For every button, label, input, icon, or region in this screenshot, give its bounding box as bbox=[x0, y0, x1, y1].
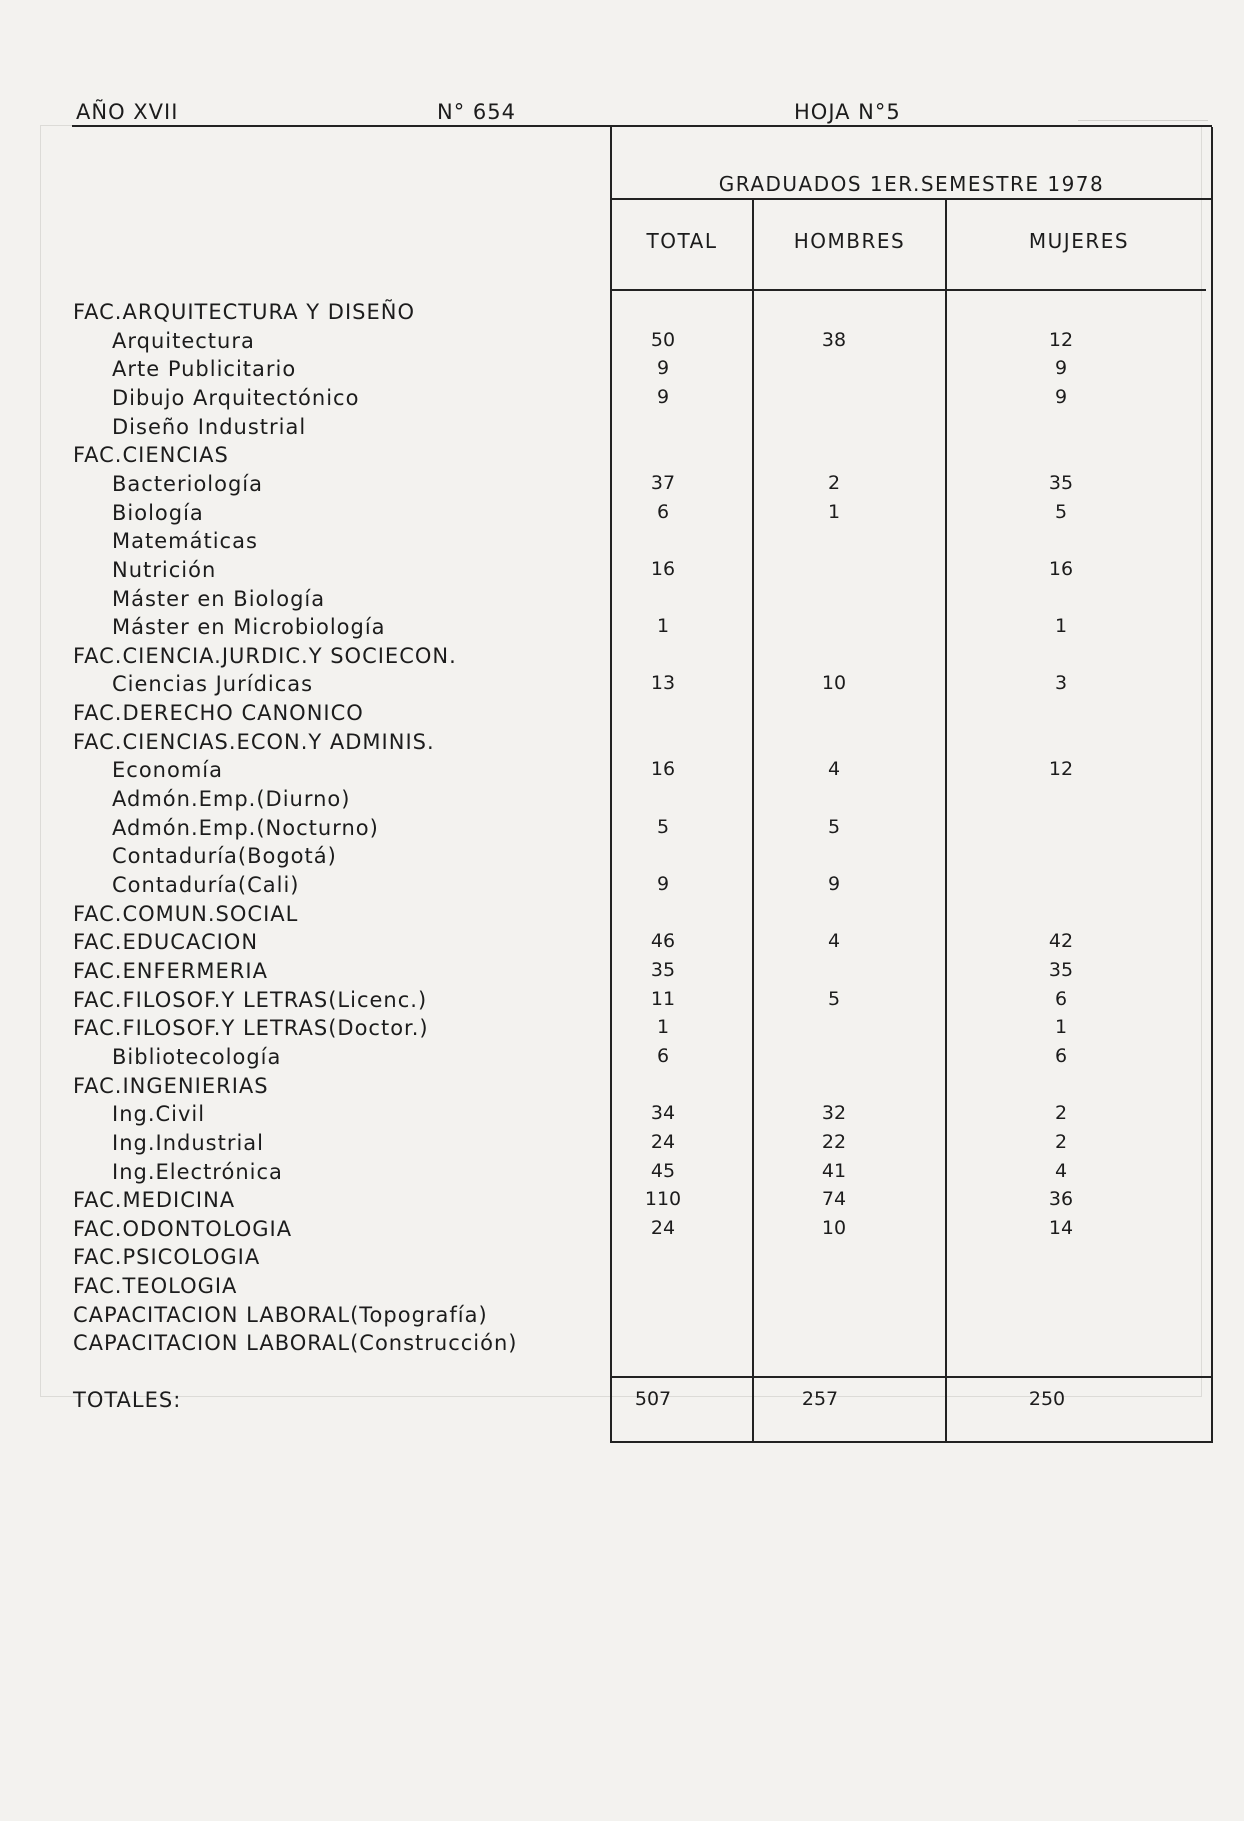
program-label: Nutrición bbox=[112, 557, 217, 582]
cell-total: 24 bbox=[650, 1216, 676, 1239]
table-row bbox=[0, 1188, 1244, 1217]
faculty-label: FAC.INGENIERIAS bbox=[73, 1073, 269, 1098]
cell-hombres: 22 bbox=[821, 1130, 847, 1153]
cell-hombres: 5 bbox=[827, 815, 841, 838]
table-row bbox=[0, 1074, 1244, 1103]
faculty-label: FAC.CIENCIA.JURDIC.Y SOCIECON. bbox=[73, 643, 457, 668]
totals-row bbox=[0, 1388, 1244, 1417]
totals-hombres: 257 bbox=[801, 1388, 839, 1410]
cell-mujeres: 9 bbox=[1054, 385, 1068, 408]
table-row bbox=[0, 329, 1244, 358]
cell-total: 9 bbox=[656, 385, 670, 408]
table-row bbox=[0, 558, 1244, 587]
cell-mujeres: 42 bbox=[1048, 930, 1074, 953]
program-label: Biología bbox=[112, 500, 204, 525]
table-bottom-border bbox=[610, 1441, 1213, 1443]
cell-total: 6 bbox=[656, 1044, 670, 1067]
table-row bbox=[0, 701, 1244, 730]
header-rule bbox=[72, 125, 1212, 127]
cell-total: 110 bbox=[644, 1188, 682, 1211]
group-header-rule bbox=[610, 198, 1213, 200]
totals-mujeres: 250 bbox=[1028, 1388, 1066, 1410]
group-header: GRADUADOS 1ER.SEMESTRE 1978 bbox=[718, 172, 1105, 196]
program-label: Matemáticas bbox=[112, 529, 258, 554]
cell-total: 6 bbox=[656, 500, 670, 523]
faculty-label: FAC.COMUN.SOCIAL bbox=[73, 901, 299, 926]
faculty-label: FAC.ENFERMERIA bbox=[73, 958, 268, 983]
faculty-label: FAC.FILOSOF.Y LETRAS(Doctor.) bbox=[73, 1016, 429, 1041]
cell-total: 11 bbox=[650, 987, 676, 1010]
cell-hombres: 38 bbox=[821, 328, 847, 351]
table-row bbox=[0, 787, 1244, 816]
table-row bbox=[0, 730, 1244, 759]
table-row bbox=[0, 644, 1244, 673]
table-row bbox=[0, 930, 1244, 959]
totals-rule bbox=[610, 1376, 1213, 1378]
faculty-label: FAC.FILOSOF.Y LETRAS(Licenc.) bbox=[73, 987, 428, 1012]
table-row bbox=[0, 902, 1244, 931]
program-label: Dibujo Arquitectónico bbox=[112, 385, 360, 410]
program-label: Bibliotecología bbox=[112, 1044, 282, 1069]
faculty-label: FAC.DERECHO CANONICO bbox=[73, 701, 364, 726]
table-row bbox=[0, 615, 1244, 644]
column-header-rule bbox=[610, 289, 1206, 291]
faculty-label: CAPACITACION LABORAL(Construcción) bbox=[73, 1331, 518, 1356]
column-header-total: TOTAL bbox=[646, 229, 718, 253]
cell-total: 24 bbox=[650, 1130, 676, 1153]
cell-total: 16 bbox=[650, 758, 676, 781]
program-label: Máster en Biología bbox=[112, 586, 326, 611]
table-row bbox=[0, 472, 1244, 501]
cell-hombres: 4 bbox=[827, 930, 841, 953]
program-label: Ing.Electrónica bbox=[112, 1159, 283, 1184]
table-row bbox=[0, 1217, 1244, 1246]
cell-total: 16 bbox=[650, 557, 676, 580]
totals-label: TOTALES: bbox=[73, 1388, 182, 1412]
program-label: Admón.Emp.(Diurno) bbox=[112, 787, 351, 812]
cell-mujeres: 4 bbox=[1054, 1159, 1068, 1182]
header-year: AÑO XVII bbox=[76, 100, 179, 124]
cell-total: 35 bbox=[650, 958, 676, 981]
cell-hombres: 10 bbox=[821, 1216, 847, 1239]
cell-hombres: 10 bbox=[821, 672, 847, 695]
cell-hombres: 74 bbox=[821, 1188, 847, 1211]
program-label: Admón.Emp.(Nocturno) bbox=[112, 815, 379, 840]
bleed-through-marks bbox=[1078, 100, 1208, 121]
program-label: Contaduría(Bogotá) bbox=[112, 844, 337, 869]
cell-mujeres: 16 bbox=[1048, 557, 1074, 580]
header-sheet: HOJA N°5 bbox=[794, 100, 901, 124]
program-label: Arte Publicitario bbox=[112, 357, 297, 382]
program-label: Ing.Industrial bbox=[112, 1130, 264, 1155]
cell-mujeres: 6 bbox=[1054, 987, 1068, 1010]
cell-mujeres: 3 bbox=[1054, 672, 1068, 695]
faculty-label: FAC.CIENCIAS bbox=[73, 443, 229, 468]
cell-mujeres: 5 bbox=[1054, 500, 1068, 523]
program-label: Diseño Industrial bbox=[112, 414, 307, 439]
cell-mujeres: 9 bbox=[1054, 357, 1068, 380]
cell-hombres: 41 bbox=[821, 1159, 847, 1182]
table-row bbox=[0, 357, 1244, 386]
program-label: Ing.Civil bbox=[112, 1102, 206, 1127]
table-row bbox=[0, 386, 1244, 415]
table-row bbox=[0, 988, 1244, 1017]
faculty-label: FAC.ARQUITECTURA Y DISEÑO bbox=[73, 300, 415, 324]
cell-mujeres: 1 bbox=[1054, 1016, 1068, 1039]
table-row bbox=[0, 1160, 1244, 1189]
cell-mujeres: 35 bbox=[1048, 958, 1074, 981]
table-row bbox=[0, 300, 1244, 329]
cell-total: 45 bbox=[650, 1159, 676, 1182]
cell-total: 46 bbox=[650, 930, 676, 953]
cell-hombres: 4 bbox=[827, 758, 841, 781]
table-row bbox=[0, 1045, 1244, 1074]
header-number: N° 654 bbox=[437, 100, 516, 124]
cell-hombres: 1 bbox=[827, 500, 841, 523]
column-header-hombres: HOMBRES bbox=[793, 229, 906, 253]
table-row bbox=[0, 1016, 1244, 1045]
cell-mujeres: 35 bbox=[1048, 471, 1074, 494]
cell-hombres: 32 bbox=[821, 1102, 847, 1125]
cell-total: 5 bbox=[656, 815, 670, 838]
faculty-label: FAC.PSICOLOGIA bbox=[73, 1245, 261, 1270]
table-row bbox=[0, 1102, 1244, 1131]
faculty-label: FAC.CIENCIAS.ECON.Y ADMINIS. bbox=[73, 729, 435, 754]
faculty-label: FAC.EDUCACION bbox=[73, 930, 259, 955]
cell-total: 13 bbox=[650, 672, 676, 695]
table-row bbox=[0, 415, 1244, 444]
cell-mujeres: 36 bbox=[1048, 1188, 1074, 1211]
table-row bbox=[0, 758, 1244, 787]
program-label: Bacteriología bbox=[112, 471, 264, 496]
table-row bbox=[0, 1274, 1244, 1303]
cell-hombres: 5 bbox=[827, 987, 841, 1010]
cell-total: 1 bbox=[656, 615, 670, 638]
cell-mujeres: 14 bbox=[1048, 1216, 1074, 1239]
table-row bbox=[0, 1245, 1244, 1274]
cell-total: 9 bbox=[656, 873, 670, 895]
table-row bbox=[0, 844, 1244, 873]
cell-hombres: 9 bbox=[827, 873, 841, 895]
cell-mujeres: 12 bbox=[1048, 328, 1074, 351]
column-header-mujeres: MUJERES bbox=[1028, 229, 1130, 253]
faculty-label: FAC.ODONTOLOGIA bbox=[73, 1216, 293, 1241]
cell-hombres: 2 bbox=[827, 471, 841, 494]
cell-total: 1 bbox=[656, 1016, 670, 1039]
cell-total: 37 bbox=[650, 471, 676, 494]
table-row bbox=[0, 587, 1244, 616]
table-row bbox=[0, 672, 1244, 701]
table-row bbox=[0, 873, 1244, 902]
cell-total: 50 bbox=[650, 328, 676, 351]
program-label: Contaduría(Cali) bbox=[112, 873, 300, 897]
cell-mujeres: 1 bbox=[1054, 615, 1068, 638]
table-row bbox=[0, 959, 1244, 988]
cell-mujeres: 2 bbox=[1054, 1130, 1068, 1153]
table-row bbox=[0, 1303, 1244, 1332]
table-row bbox=[0, 501, 1244, 530]
cell-mujeres: 12 bbox=[1048, 758, 1074, 781]
faculty-label: FAC.MEDICINA bbox=[73, 1188, 236, 1213]
program-label: Arquitectura bbox=[112, 328, 255, 353]
totals-total: 507 bbox=[634, 1388, 672, 1410]
cell-mujeres: 6 bbox=[1054, 1044, 1068, 1067]
faculty-label: FAC.TEOLOGIA bbox=[73, 1274, 238, 1299]
cell-total: 34 bbox=[650, 1102, 676, 1125]
program-label: Máster en Microbiología bbox=[112, 615, 386, 640]
program-label: Ciencias Jurídicas bbox=[112, 672, 314, 697]
cell-mujeres: 2 bbox=[1054, 1102, 1068, 1125]
cell-total: 9 bbox=[656, 357, 670, 380]
table-row bbox=[0, 443, 1244, 472]
table-row bbox=[0, 816, 1244, 845]
table-row bbox=[0, 1331, 1244, 1360]
faculty-label: CAPACITACION LABORAL(Topografía) bbox=[73, 1302, 488, 1327]
table-row bbox=[0, 529, 1244, 558]
table-row bbox=[0, 1131, 1244, 1160]
program-label: Economía bbox=[112, 758, 223, 783]
